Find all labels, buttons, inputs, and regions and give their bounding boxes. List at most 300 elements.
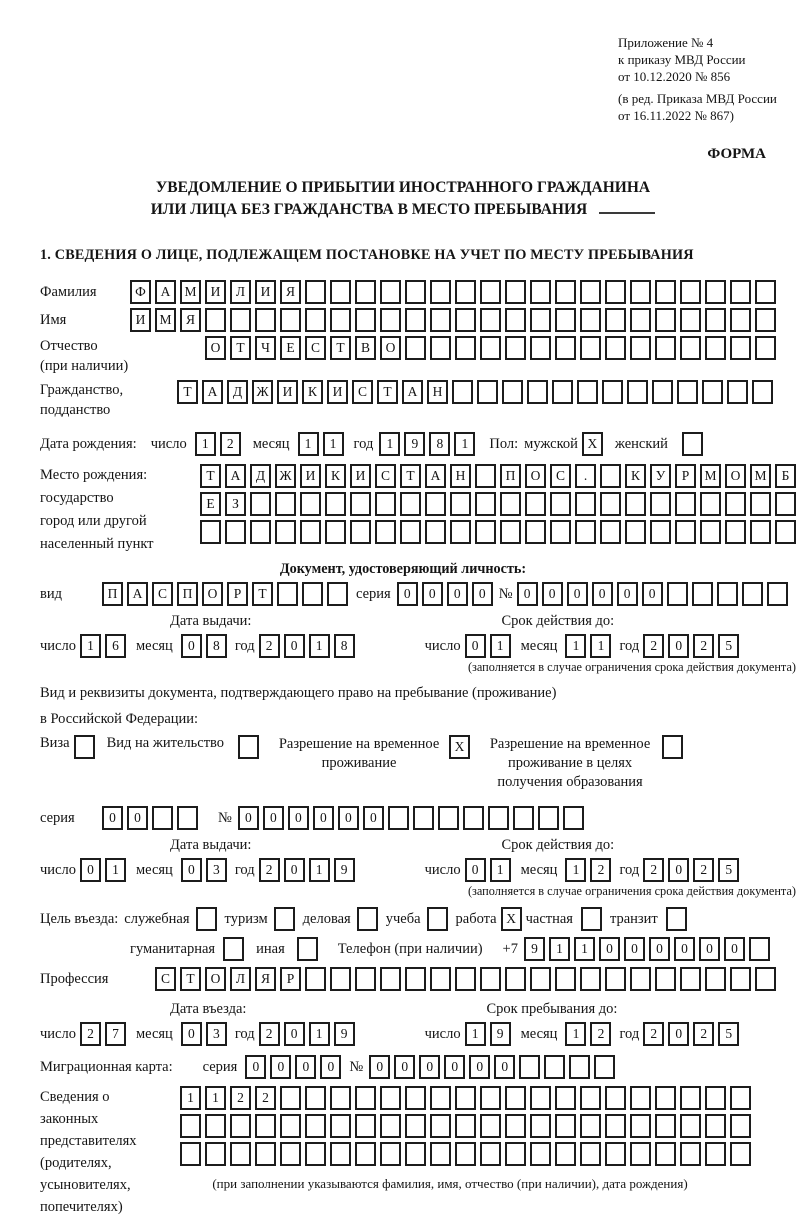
char-cell[interactable] [705,1086,726,1110]
char-cell[interactable]: . [575,464,596,488]
char-cell[interactable] [430,336,451,360]
char-cell[interactable] [280,1086,301,1110]
char-cell[interactable] [180,1114,201,1138]
char-cell[interactable]: 0 [263,806,284,830]
doc-issued-day-cells[interactable] [80,634,126,658]
char-cell[interactable] [575,520,596,544]
char-cell[interactable]: К [302,380,323,404]
char-cell[interactable]: У [650,464,671,488]
doc-issued-year-cells[interactable] [259,634,355,658]
char-cell[interactable]: А [155,280,176,304]
char-cell[interactable] [605,1142,626,1166]
char-cell[interactable]: 0 [617,582,638,606]
char-cell[interactable] [555,1086,576,1110]
char-cell[interactable]: Р [280,967,301,991]
char-cell[interactable]: 2 [230,1086,251,1110]
char-cell[interactable]: 0 [288,806,309,830]
char-cell[interactable] [655,336,676,360]
residence-valid-day-cells[interactable] [465,858,511,882]
residence-permit-checkbox[interactable] [238,735,259,759]
char-cell[interactable]: 0 [313,806,334,830]
char-cell[interactable]: Т [177,380,198,404]
surname-cells[interactable] [130,280,776,304]
char-cell[interactable] [505,1114,526,1138]
char-cell[interactable] [555,336,576,360]
char-cell[interactable] [742,582,763,606]
char-cell[interactable] [455,967,476,991]
doc-valid-day-cells[interactable] [465,634,511,658]
char-cell[interactable]: 0 [465,634,486,658]
char-cell[interactable] [577,380,598,404]
residence-valid-year-cells[interactable] [643,858,739,882]
char-cell[interactable]: 1 [309,634,330,658]
char-cell[interactable] [325,520,346,544]
representatives-row3-cells[interactable] [180,1142,751,1166]
char-cell[interactable]: Б [775,464,796,488]
char-cell[interactable] [430,1142,451,1166]
char-cell[interactable] [730,1086,751,1110]
char-cell[interactable] [355,308,376,332]
char-cell[interactable] [430,308,451,332]
char-cell[interactable]: В [355,336,376,360]
char-cell[interactable] [277,582,298,606]
sex-female-checkbox[interactable] [682,432,703,456]
char-cell[interactable]: 1 [205,1086,226,1110]
char-cell[interactable]: Я [255,967,276,991]
char-cell[interactable] [727,380,748,404]
char-cell[interactable] [305,1142,326,1166]
char-cell[interactable] [480,1086,501,1110]
char-cell[interactable] [575,492,596,516]
char-cell[interactable] [682,432,703,456]
char-cell[interactable] [275,520,296,544]
char-cell[interactable] [380,1086,401,1110]
char-cell[interactable] [255,1114,276,1138]
residence-issued-day-cells[interactable] [80,858,126,882]
char-cell[interactable]: 3 [206,1022,227,1046]
char-cell[interactable]: Я [280,280,301,304]
birth-day-cells[interactable] [195,432,241,456]
char-cell[interactable] [680,308,701,332]
char-cell[interactable] [502,380,523,404]
doc-series-cells[interactable] [397,582,493,606]
char-cell[interactable] [530,1142,551,1166]
char-cell[interactable]: 0 [284,1022,305,1046]
char-cell[interactable] [530,336,551,360]
char-cell[interactable] [325,492,346,516]
char-cell[interactable] [530,308,551,332]
char-cell[interactable] [425,520,446,544]
char-cell[interactable]: 7 [105,1022,126,1046]
char-cell[interactable] [330,967,351,991]
char-cell[interactable] [730,967,751,991]
char-cell[interactable] [555,308,576,332]
char-cell[interactable] [605,308,626,332]
char-cell[interactable] [302,582,323,606]
birth-place-row3-cells[interactable] [200,520,796,544]
char-cell[interactable]: Е [200,492,221,516]
char-cell[interactable] [563,806,584,830]
char-cell[interactable]: 2 [693,858,714,882]
char-cell[interactable] [652,380,673,404]
char-cell[interactable] [250,492,271,516]
char-cell[interactable] [297,937,318,961]
char-cell[interactable] [505,280,526,304]
char-cell[interactable] [513,806,534,830]
char-cell[interactable] [655,1142,676,1166]
char-cell[interactable]: 1 [454,432,475,456]
char-cell[interactable]: 2 [220,432,241,456]
char-cell[interactable] [655,280,676,304]
char-cell[interactable] [530,280,551,304]
char-cell[interactable]: X [501,907,522,931]
citizenship-cells[interactable] [177,380,773,404]
char-cell[interactable] [605,280,626,304]
char-cell[interactable] [330,280,351,304]
char-cell[interactable] [605,1114,626,1138]
char-cell[interactable]: 1 [565,1022,586,1046]
char-cell[interactable] [380,1114,401,1138]
char-cell[interactable]: 0 [699,937,720,961]
migration-series-cells[interactable] [245,1055,341,1079]
char-cell[interactable] [677,380,698,404]
char-cell[interactable] [475,492,496,516]
char-cell[interactable]: 2 [643,858,664,882]
char-cell[interactable] [580,280,601,304]
char-cell[interactable] [480,1142,501,1166]
char-cell[interactable]: 0 [668,858,689,882]
char-cell[interactable] [205,308,226,332]
char-cell[interactable]: Т [400,464,421,488]
char-cell[interactable] [196,907,217,931]
representatives-row1-cells[interactable] [180,1086,751,1110]
char-cell[interactable] [350,492,371,516]
char-cell[interactable] [230,1114,251,1138]
char-cell[interactable]: Т [230,336,251,360]
purpose-transit-checkbox[interactable] [666,907,687,931]
char-cell[interactable]: 0 [181,1022,202,1046]
char-cell[interactable]: З [225,492,246,516]
char-cell[interactable] [230,308,251,332]
char-cell[interactable]: И [350,464,371,488]
purpose-study-checkbox[interactable] [427,907,448,931]
char-cell[interactable] [380,967,401,991]
char-cell[interactable]: 0 [668,634,689,658]
char-cell[interactable] [730,336,751,360]
char-cell[interactable]: Д [250,464,271,488]
profession-cells[interactable] [155,967,776,991]
residence-valid-month-cells[interactable] [565,858,611,882]
temp-permit-checkbox[interactable] [449,735,470,759]
char-cell[interactable] [692,582,713,606]
char-cell[interactable]: 0 [494,1055,515,1079]
char-cell[interactable] [357,907,378,931]
char-cell[interactable] [477,380,498,404]
char-cell[interactable]: 0 [642,582,663,606]
char-cell[interactable]: Т [330,336,351,360]
char-cell[interactable] [350,520,371,544]
char-cell[interactable]: 1 [465,1022,486,1046]
char-cell[interactable] [413,806,434,830]
char-cell[interactable] [200,520,221,544]
char-cell[interactable]: С [550,464,571,488]
char-cell[interactable]: 1 [379,432,400,456]
char-cell[interactable] [330,1114,351,1138]
migration-number-cells[interactable] [369,1055,615,1079]
char-cell[interactable]: Е [280,336,301,360]
char-cell[interactable] [602,380,623,404]
char-cell[interactable]: 1 [590,634,611,658]
char-cell[interactable]: А [202,380,223,404]
char-cell[interactable] [455,1086,476,1110]
char-cell[interactable] [463,806,484,830]
char-cell[interactable]: 2 [259,1022,280,1046]
char-cell[interactable] [405,308,426,332]
char-cell[interactable] [480,280,501,304]
char-cell[interactable]: Р [675,464,696,488]
char-cell[interactable] [455,1114,476,1138]
char-cell[interactable] [480,1114,501,1138]
char-cell[interactable]: 9 [334,858,355,882]
char-cell[interactable] [655,308,676,332]
char-cell[interactable] [205,1114,226,1138]
char-cell[interactable] [405,1142,426,1166]
edu-permit-checkbox[interactable] [662,735,683,759]
char-cell[interactable]: Р [227,582,248,606]
purpose-business-checkbox[interactable] [357,907,378,931]
char-cell[interactable]: 0 [181,858,202,882]
char-cell[interactable] [230,1142,251,1166]
char-cell[interactable] [480,308,501,332]
char-cell[interactable]: М [155,308,176,332]
stay-day-cells[interactable] [465,1022,511,1046]
char-cell[interactable] [580,1114,601,1138]
sex-male-checkbox[interactable] [582,432,603,456]
char-cell[interactable] [355,280,376,304]
char-cell[interactable] [380,280,401,304]
doc-issued-month-cells[interactable] [181,634,227,658]
char-cell[interactable]: 0 [422,582,443,606]
char-cell[interactable]: Н [427,380,448,404]
char-cell[interactable]: 0 [592,582,613,606]
char-cell[interactable] [555,967,576,991]
char-cell[interactable]: О [205,967,226,991]
char-cell[interactable]: 0 [419,1055,440,1079]
char-cell[interactable]: 0 [724,937,745,961]
char-cell[interactable]: 2 [80,1022,101,1046]
char-cell[interactable] [74,735,95,759]
char-cell[interactable] [667,582,688,606]
char-cell[interactable] [177,806,198,830]
char-cell[interactable] [527,380,548,404]
char-cell[interactable]: 1 [549,937,570,961]
char-cell[interactable]: Т [252,582,273,606]
char-cell[interactable] [675,520,696,544]
char-cell[interactable] [700,492,721,516]
char-cell[interactable] [680,280,701,304]
char-cell[interactable] [580,1142,601,1166]
char-cell[interactable] [274,907,295,931]
purpose-official-checkbox[interactable] [196,907,217,931]
char-cell[interactable]: 0 [320,1055,341,1079]
char-cell[interactable]: Н [450,464,471,488]
char-cell[interactable]: 1 [309,858,330,882]
char-cell[interactable]: 0 [238,806,259,830]
char-cell[interactable] [519,1055,540,1079]
char-cell[interactable]: И [277,380,298,404]
entry-year-cells[interactable] [259,1022,355,1046]
purpose-tourism-checkbox[interactable] [274,907,295,931]
char-cell[interactable]: 0 [284,858,305,882]
char-cell[interactable]: Д [227,380,248,404]
char-cell[interactable]: М [700,464,721,488]
char-cell[interactable]: 0 [270,1055,291,1079]
char-cell[interactable] [375,492,396,516]
char-cell[interactable]: 1 [323,432,344,456]
char-cell[interactable] [427,907,448,931]
char-cell[interactable]: 0 [469,1055,490,1079]
char-cell[interactable] [655,1114,676,1138]
char-cell[interactable] [749,937,770,961]
char-cell[interactable] [600,464,621,488]
char-cell[interactable] [530,1114,551,1138]
doc-number-cells[interactable] [517,582,788,606]
char-cell[interactable]: 0 [674,937,695,961]
purpose-private-checkbox[interactable] [581,907,602,931]
char-cell[interactable] [630,280,651,304]
char-cell[interactable] [767,582,788,606]
name-cells[interactable] [130,308,776,332]
char-cell[interactable]: М [180,280,201,304]
char-cell[interactable]: 0 [649,937,670,961]
char-cell[interactable]: 1 [105,858,126,882]
char-cell[interactable]: 1 [574,937,595,961]
char-cell[interactable] [755,280,776,304]
residence-series-cells[interactable] [102,806,198,830]
char-cell[interactable]: И [205,280,226,304]
purpose-work-checkbox[interactable] [501,907,522,931]
char-cell[interactable] [680,1114,701,1138]
char-cell[interactable] [730,1142,751,1166]
char-cell[interactable] [223,937,244,961]
char-cell[interactable]: 0 [397,582,418,606]
char-cell[interactable] [705,308,726,332]
char-cell[interactable]: 2 [643,1022,664,1046]
char-cell[interactable]: 9 [490,1022,511,1046]
char-cell[interactable] [680,1086,701,1110]
char-cell[interactable]: С [352,380,373,404]
char-cell[interactable]: П [500,464,521,488]
char-cell[interactable] [569,1055,590,1079]
char-cell[interactable]: С [155,967,176,991]
char-cell[interactable] [280,1142,301,1166]
char-cell[interactable]: О [205,336,226,360]
char-cell[interactable]: И [130,308,151,332]
char-cell[interactable]: 0 [542,582,563,606]
char-cell[interactable] [305,280,326,304]
char-cell[interactable] [250,520,271,544]
char-cell[interactable] [388,806,409,830]
doc-kind-cells[interactable] [102,582,348,606]
char-cell[interactable] [152,806,173,830]
char-cell[interactable]: О [380,336,401,360]
char-cell[interactable]: 5 [718,1022,739,1046]
char-cell[interactable] [550,520,571,544]
doc-valid-month-cells[interactable] [565,634,611,658]
char-cell[interactable] [505,308,526,332]
entry-month-cells[interactable] [181,1022,227,1046]
char-cell[interactable]: 6 [105,634,126,658]
char-cell[interactable]: 0 [338,806,359,830]
char-cell[interactable]: 0 [363,806,384,830]
char-cell[interactable] [581,907,602,931]
char-cell[interactable] [450,492,471,516]
char-cell[interactable] [630,1086,651,1110]
char-cell[interactable] [505,967,526,991]
char-cell[interactable] [650,492,671,516]
char-cell[interactable] [238,735,259,759]
char-cell[interactable] [438,806,459,830]
char-cell[interactable] [700,520,721,544]
char-cell[interactable]: 0 [80,858,101,882]
char-cell[interactable] [725,520,746,544]
char-cell[interactable] [280,1114,301,1138]
char-cell[interactable] [580,308,601,332]
char-cell[interactable] [305,967,326,991]
char-cell[interactable] [730,308,751,332]
char-cell[interactable]: П [177,582,198,606]
char-cell[interactable] [552,380,573,404]
char-cell[interactable] [305,308,326,332]
char-cell[interactable]: 0 [447,582,468,606]
char-cell[interactable] [752,380,773,404]
char-cell[interactable] [680,967,701,991]
char-cell[interactable]: Ж [252,380,273,404]
char-cell[interactable] [544,1055,565,1079]
char-cell[interactable]: 0 [517,582,538,606]
char-cell[interactable]: 0 [394,1055,415,1079]
char-cell[interactable]: 0 [472,582,493,606]
char-cell[interactable] [580,967,601,991]
char-cell[interactable] [627,380,648,404]
char-cell[interactable]: О [525,464,546,488]
char-cell[interactable] [605,336,626,360]
entry-day-cells[interactable] [80,1022,126,1046]
char-cell[interactable] [655,967,676,991]
char-cell[interactable] [330,1142,351,1166]
char-cell[interactable]: А [425,464,446,488]
char-cell[interactable] [538,806,559,830]
char-cell[interactable] [430,967,451,991]
char-cell[interactable]: И [300,464,321,488]
char-cell[interactable]: 1 [80,634,101,658]
char-cell[interactable] [630,1142,651,1166]
purpose-other-checkbox[interactable] [297,937,318,961]
char-cell[interactable] [555,280,576,304]
char-cell[interactable] [405,1114,426,1138]
char-cell[interactable] [680,1142,701,1166]
char-cell[interactable] [605,967,626,991]
char-cell[interactable]: 0 [181,634,202,658]
char-cell[interactable] [405,336,426,360]
char-cell[interactable] [630,308,651,332]
char-cell[interactable] [580,1086,601,1110]
char-cell[interactable] [500,520,521,544]
char-cell[interactable] [625,520,646,544]
char-cell[interactable] [650,520,671,544]
char-cell[interactable]: 0 [567,582,588,606]
char-cell[interactable] [555,1142,576,1166]
